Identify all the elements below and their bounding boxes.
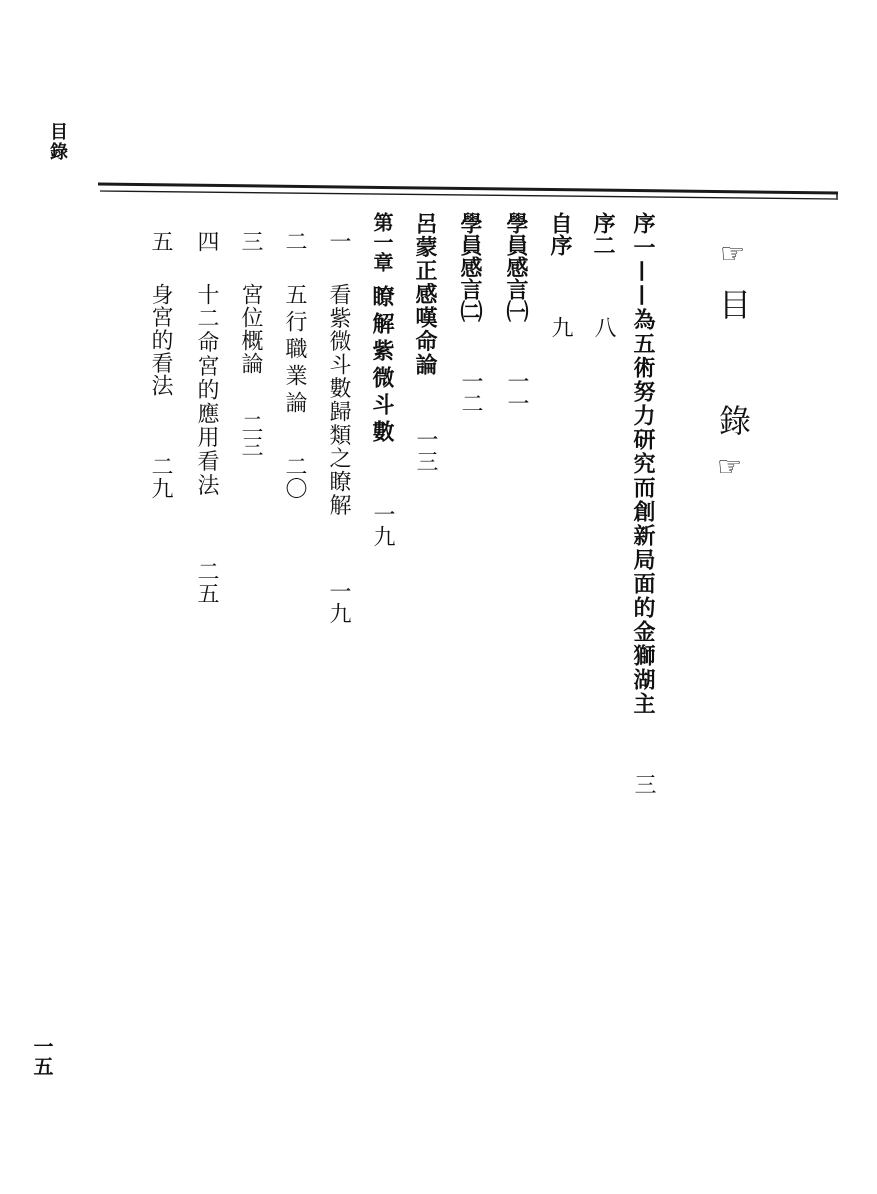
section-number: 三 [238,230,263,252]
section-number: 二 [282,230,307,252]
entry-page-number: 九 [548,316,573,338]
toc-section [195,0,217,1194]
pointing-hand-icon [717,453,742,481]
section-page-number: 二五 [194,560,219,604]
running-header: 目錄 [47,122,68,162]
entry-label: 序二 [590,212,616,256]
toc-section [239,0,261,1194]
toc-section [283,0,305,1194]
entry-page-number: 一一 [504,370,529,414]
entry-label: 自序 [547,212,573,256]
toc-entry [505,0,527,1194]
page-title: 目錄 [714,288,752,520]
pointing-hand-icon [720,240,745,268]
toc-entry [459,0,481,1194]
entry-page-number: 一三 [413,428,438,472]
entry-label: 學員感言㈠ [503,212,529,322]
entry-label: 呂蒙正感嘆命論 [412,212,438,377]
section-page-number: 二〇 [282,455,307,499]
toc-entry [632,0,654,1194]
section-label: 看紫微斗數歸類之瞭解 [326,283,351,517]
toc-section [149,0,171,1194]
chapter-title: 瞭解紫微斗數 [369,285,395,447]
toc-entry [549,0,571,1194]
toc-entry [592,0,614,1194]
section-label: 五行職業論 [282,283,307,418]
entry-label: 學員感言㈡ [457,212,483,322]
section-number: 四 [194,230,219,252]
entry-page-number: 三 [631,773,656,795]
section-page-number: 二三 [238,413,263,457]
chapter-page-number: 一九 [370,503,395,547]
section-page-number: 一九 [326,580,351,624]
entry-page-number: 一二 [458,370,483,414]
section-page-number: 二九 [148,455,173,499]
section-number: 一 [326,230,351,252]
toc-section [327,0,349,1194]
entry-label: 序一——為五術努力研究而創新局面的金獅湖主 [630,212,656,716]
toc-entry [414,0,436,1194]
toc-chapter [371,0,393,1194]
section-label: 身宮的看法 [148,283,173,397]
chapter-number: 第一章 [370,212,394,272]
section-number: 五 [148,230,173,252]
entry-page-number: 八 [591,316,616,338]
page-number: 一五 [30,1036,54,1076]
section-label: 宮位概論 [238,283,263,375]
section-label: 十二命宮的應用看法 [194,283,219,498]
